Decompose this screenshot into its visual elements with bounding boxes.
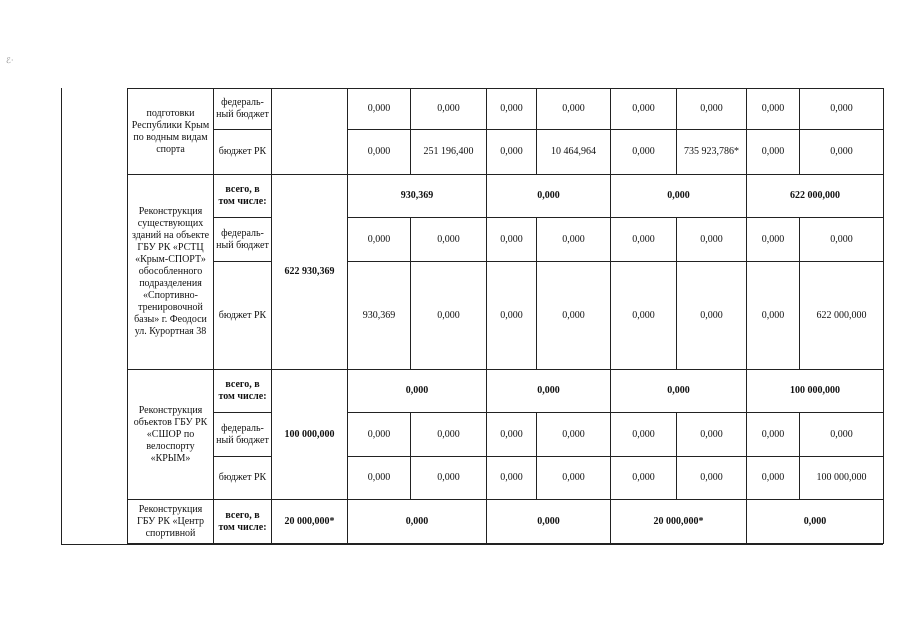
total-cell: [272, 89, 348, 175]
value-cell: 0,000: [747, 262, 800, 370]
value-cell: 0,000: [677, 413, 747, 457]
funding-source: федераль-ный бюджет: [214, 89, 272, 130]
value-cell: 0,000: [411, 218, 487, 262]
year-sum-cell: 0,000: [611, 175, 747, 218]
table-row: [128, 457, 884, 500]
budget-table: [127, 88, 884, 544]
table-row: [128, 370, 884, 413]
value-cell: 0,000: [677, 457, 747, 500]
value-cell: 0,000: [747, 457, 800, 500]
table-row: [128, 89, 884, 130]
value-cell: 0,000: [611, 413, 677, 457]
left-border-line: [61, 88, 62, 544]
year-sum-cell: 0,000: [348, 500, 487, 544]
funding-source-total: всего, в том числе:: [214, 500, 272, 544]
value-cell: 0,000: [348, 413, 411, 457]
value-cell: 0,000: [677, 262, 747, 370]
table-row: [128, 500, 884, 544]
scan-mark: ℰ·: [6, 56, 14, 65]
value-cell: 0,000: [487, 457, 537, 500]
value-cell: 0,000: [348, 89, 411, 130]
value-cell: 0,000: [411, 457, 487, 500]
table-row: [128, 262, 884, 370]
year-sum-cell: 0,000: [487, 370, 611, 413]
value-cell: 0,000: [747, 413, 800, 457]
value-cell: 0,000: [487, 262, 537, 370]
value-cell: 0,000: [537, 218, 611, 262]
table-row: [128, 413, 884, 457]
value-cell: 0,000: [487, 413, 537, 457]
total-cell: 100 000,000: [272, 370, 348, 500]
value-cell: 0,000: [537, 262, 611, 370]
funding-source: бюджет РК: [214, 130, 272, 175]
total-cell: 622 930,369: [272, 175, 348, 370]
funding-source-total: всего, в том числе:: [214, 370, 272, 413]
value-cell: 930,369: [348, 262, 411, 370]
value-cell: 0,000: [411, 413, 487, 457]
value-cell: 735 923,786*: [677, 130, 747, 175]
value-cell: 0,000: [411, 89, 487, 130]
value-cell: 0,000: [677, 89, 747, 130]
value-cell: 0,000: [611, 262, 677, 370]
value-cell: 622 000,000: [800, 262, 884, 370]
value-cell: 0,000: [800, 218, 884, 262]
table-row: [128, 218, 884, 262]
object-name: Реконструкция объектов ГБУ РК «СШОР по велоспорту «КРЫМ»: [128, 370, 214, 500]
object-name: Реконструкция ГБУ РК «Центр спортивной: [128, 500, 214, 544]
value-cell: 0,000: [677, 218, 747, 262]
value-cell: 0,000: [611, 218, 677, 262]
value-cell: 0,000: [348, 130, 411, 175]
total-cell: 20 000,000*: [272, 500, 348, 544]
year-sum-cell: 622 000,000: [747, 175, 884, 218]
value-cell: 0,000: [747, 218, 800, 262]
value-cell: 0,000: [348, 218, 411, 262]
value-cell: 0,000: [611, 457, 677, 500]
value-cell: 0,000: [411, 262, 487, 370]
value-cell: 251 196,400: [411, 130, 487, 175]
value-cell: 0,000: [487, 89, 537, 130]
value-cell: 0,000: [537, 413, 611, 457]
year-sum-cell: 0,000: [487, 175, 611, 218]
object-name: Реконструкция существующих зданий на объекте ГБУ РК «РСТЦ «Крым-СПОРТ» обособленного подразделения «Спортивно-тренировочной базы» г. Феодоси ул. Курортная 38: [128, 175, 214, 370]
value-cell: 0,000: [348, 457, 411, 500]
value-cell: 0,000: [800, 413, 884, 457]
value-cell: 0,000: [747, 89, 800, 130]
value-cell: 10 464,964: [537, 130, 611, 175]
table-row: [128, 175, 884, 218]
value-cell: 0,000: [800, 130, 884, 175]
year-sum-cell: 20 000,000*: [611, 500, 747, 544]
object-name: подготовки Республики Крым по водным видам спорта: [128, 89, 214, 175]
value-cell: 0,000: [487, 130, 537, 175]
funding-source: бюджет РК: [214, 262, 272, 370]
value-cell: 0,000: [611, 89, 677, 130]
value-cell: 0,000: [611, 130, 677, 175]
value-cell: 0,000: [537, 89, 611, 130]
value-cell: 0,000: [487, 218, 537, 262]
funding-source: федераль-ный бюджет: [214, 218, 272, 262]
funding-source: федераль-ный бюджет: [214, 413, 272, 457]
funding-source: бюджет РК: [214, 457, 272, 500]
funding-source-total: всего, в том числе:: [214, 175, 272, 218]
year-sum-cell: 0,000: [747, 500, 884, 544]
year-sum-cell: 0,000: [487, 500, 611, 544]
table-row: [128, 130, 884, 175]
value-cell: 0,000: [747, 130, 800, 175]
value-cell: 0,000: [537, 457, 611, 500]
bottom-border-line: [61, 544, 883, 545]
value-cell: 0,000: [800, 89, 884, 130]
year-sum-cell: 100 000,000: [747, 370, 884, 413]
year-sum-cell: 0,000: [611, 370, 747, 413]
year-sum-cell: 0,000: [348, 370, 487, 413]
year-sum-cell: 930,369: [348, 175, 487, 218]
value-cell: 100 000,000: [800, 457, 884, 500]
